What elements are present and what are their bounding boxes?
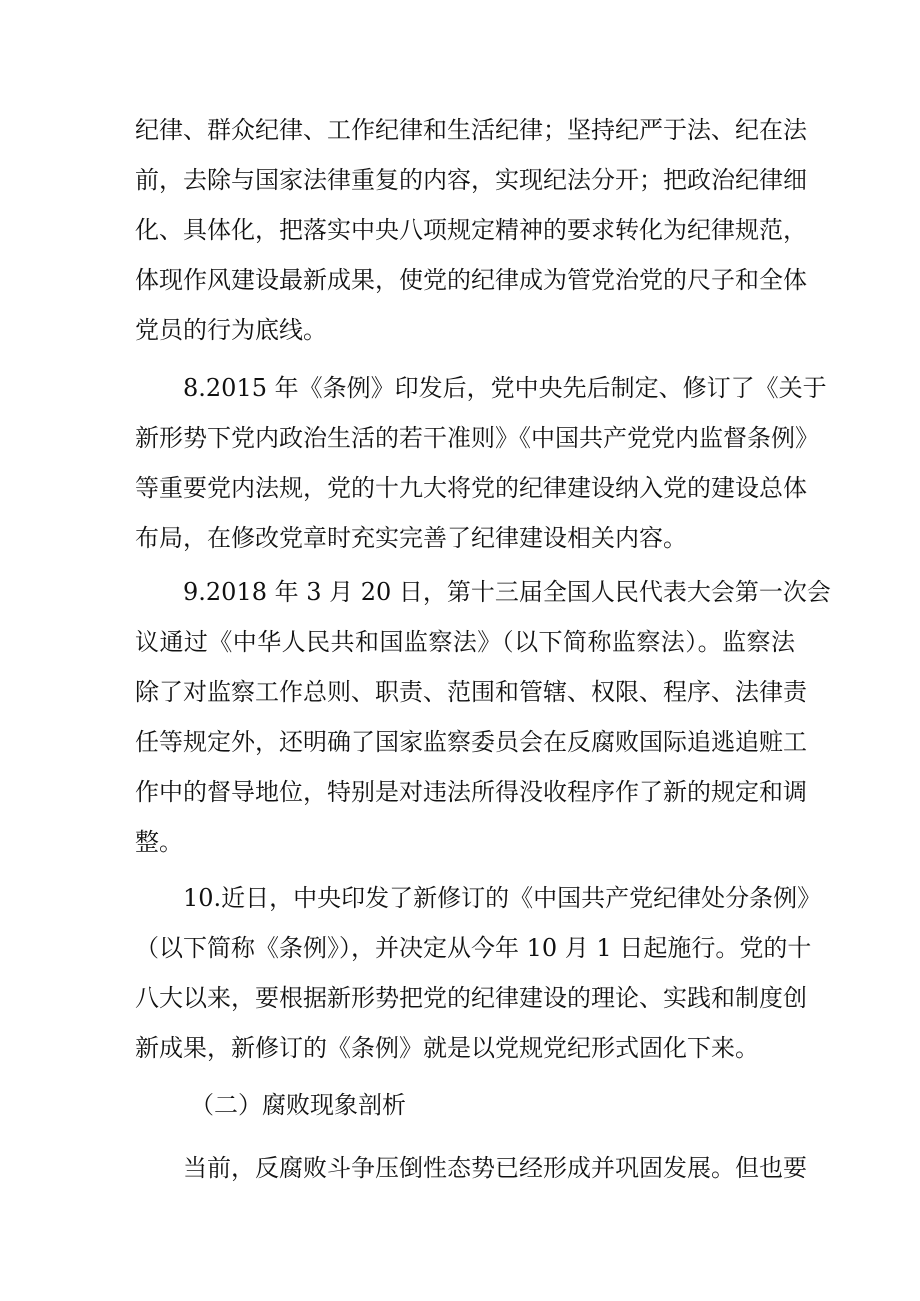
text-line: 任等规定外，还明确了国家监察委员会在反腐败国际追逃追赃工 [135,728,807,756]
text-line: 等重要党内法规，党的十九大将党的纪律建设纳入党的建设总体 [135,474,807,502]
section-heading: （二）腐败现象剖析 [190,1091,406,1119]
text-line: 作中的督导地位，特别是对违法所得没收程序作了新的规定和调 [135,778,807,806]
text-line: （以下简称《条例》），并决定从今年 10 月 1 日起施行。党的十 [135,934,812,962]
text-line: 整。 [135,828,183,856]
text-line: 新成果，新修订的《条例》就是以党规党纪形式固化下来。 [135,1034,759,1062]
text-line: 纪律、群众纪律、工作纪律和生活纪律；坚持纪严于法、纪在法 [135,116,807,144]
text-line: 化、具体化，把落实中央八项规定精神的要求转化为纪律规范， [135,216,807,244]
paragraph-10-first-line: 10.近日，中央印发了新修订的《中国共产党纪律处分条例》 [183,884,822,912]
text-line: 八大以来，要根据新形势把党的纪律建设的理论、实践和制度创 [135,984,807,1012]
text-line: 党员的行为底线。 [135,316,327,344]
text-line: 体现作风建设最新成果，使党的纪律成为管党治党的尺子和全体 [135,266,807,294]
text-line: 除了对监察工作总则、职责、范围和管辖、权限、程序、法律责 [135,678,807,706]
paragraph-9-first-line: 9.2018 年 3 月 20 日，第十三届全国人民代表大会第一次会 [183,578,831,606]
text-line: 新形势下党内政治生活的若干准则》《中国共产党党内监督条例》 [135,424,819,452]
paragraph-8-first-line: 8.2015 年《条例》印发后，党中央先后制定、修订了《关于 [183,374,827,402]
text-line: 布局，在修改党章时充实完善了纪律建设相关内容。 [135,524,687,552]
text-line: 议通过《中华人民共和国监察法》（以下简称监察法）。监察法 [135,628,795,656]
paragraph-first-line: 当前，反腐败斗争压倒性态势已经形成并巩固发展。但也要 [183,1154,807,1182]
text-line: 前，去除与国家法律重复的内容，实现纪法分开；把政治纪律细 [135,166,807,194]
